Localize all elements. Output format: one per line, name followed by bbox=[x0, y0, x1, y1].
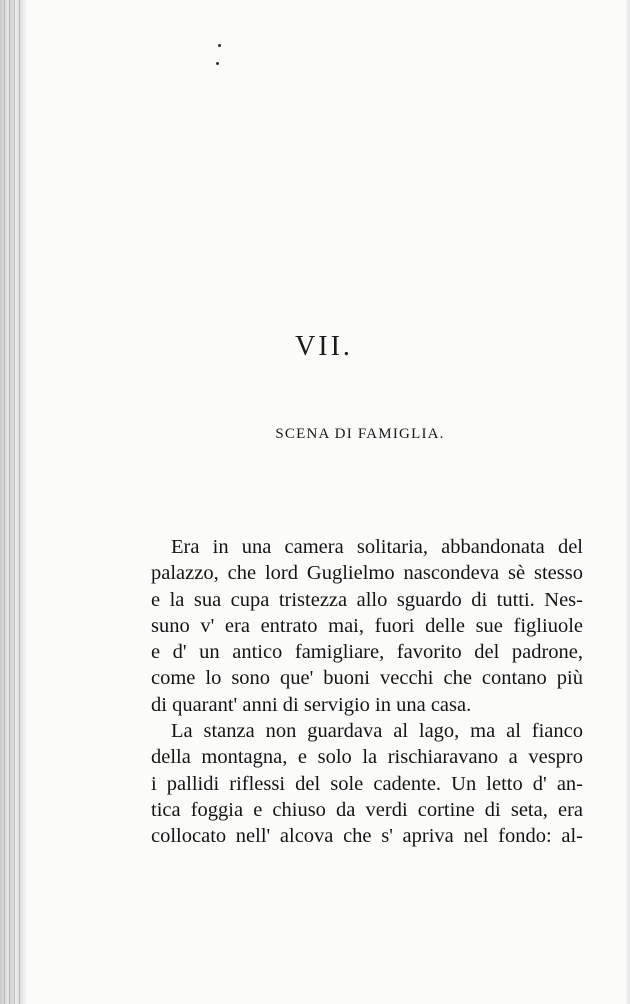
text-line: i pallidi riflessi del sole cadente. Un letto d' an- bbox=[151, 772, 583, 795]
binding-line bbox=[14, 0, 15, 1004]
text-line: palazzo, che lord Guglielmo nascondeva sè stesso bbox=[151, 562, 583, 585]
chapter-number: VII. bbox=[295, 331, 353, 362]
chapter-title: SCENA DI FAMIGLIA. bbox=[275, 426, 445, 442]
text-line: suno v' era entrato mai, fuori delle sue figliuole bbox=[151, 614, 583, 637]
text-line: e la sua cupa tristezza allo sguardo di tutti. Nes- bbox=[151, 588, 583, 611]
body-text bbox=[151, 534, 583, 850]
text-line: La stanza non guardava al lago, ma al fianco bbox=[171, 720, 583, 743]
ink-speck bbox=[216, 62, 219, 65]
text-line: tica foggia e chiuso da verdi cortine di seta, era bbox=[151, 798, 583, 821]
text-line: e d' un antico famigliare, favorito del padrone, bbox=[151, 641, 583, 664]
page-right-edge bbox=[624, 0, 630, 1004]
text-line: come lo sono que' buoni vecchi che contano più bbox=[151, 667, 583, 690]
binding-line bbox=[9, 0, 10, 1004]
binding-line bbox=[4, 0, 5, 1004]
text-line: della montagna, e solo la rischiaravano a vespro bbox=[151, 746, 583, 769]
text-line: collocato nell' alcova che s' apriva nel fondo: al- bbox=[151, 825, 583, 848]
text-line: Era in una camera solitaria, abbandonata del bbox=[171, 536, 583, 558]
ink-speck bbox=[218, 44, 221, 47]
binding-line bbox=[19, 0, 20, 1004]
text-line: di quarant' anni di servigio in una casa. bbox=[151, 693, 472, 716]
